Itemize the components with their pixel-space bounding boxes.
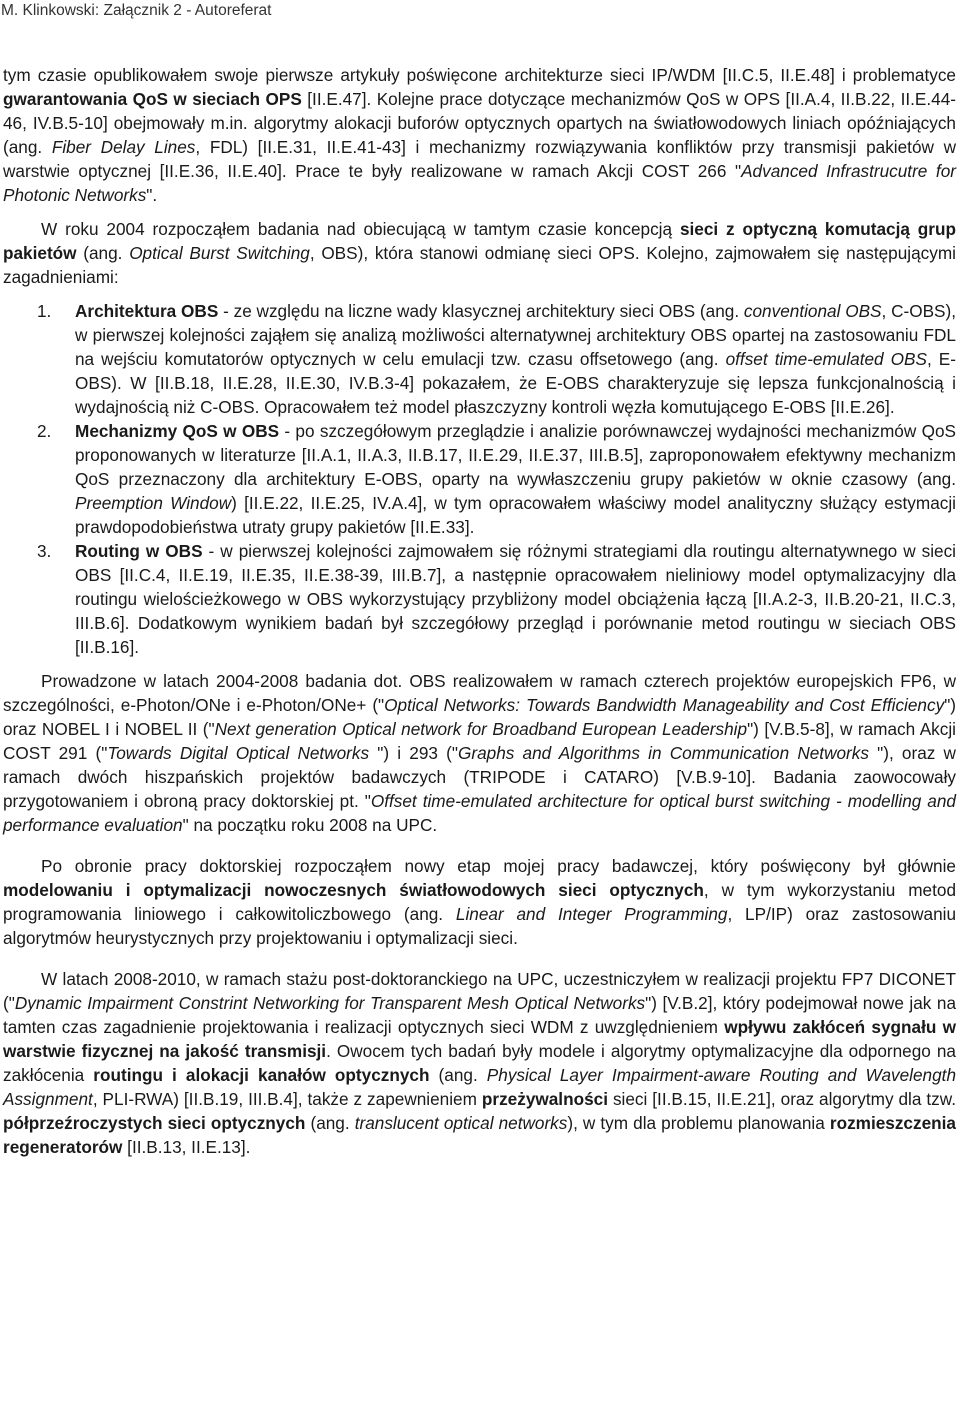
text-run: (ang. xyxy=(305,1113,355,1133)
spacer xyxy=(3,837,956,854)
document-body xyxy=(3,63,956,1159)
italic-run: Dynamic Impairment Constrint Networking for Transparent Mesh Optical Networks xyxy=(14,993,646,1013)
paragraph-post-phd xyxy=(3,854,956,950)
bold-run: gwarantowania QoS w sieciach OPS xyxy=(3,89,302,109)
text-run: , PLI-RWA) [II.B.19, III.B.4], także z zapewnieniem xyxy=(92,1089,482,1109)
spacer xyxy=(3,950,956,967)
text-run: Po obronie pracy doktorskiej rozpocząłem nowy etap mojej pracy badawczej, który poświęcony był głównie xyxy=(41,856,956,876)
text-run: , E-OBS). W [II.B.18, II.E.28, II.E.30, IV.B.3-4] pokazałem, że E-OBS charakteryzuje się lepsza funkcjonalnością i wydajnością niż C-OBS. Opracowałem też model płaszczyzny kontroli węzła komutującego E-OBS [II.E.26]. xyxy=(75,349,956,417)
text-run: [II.E.47]. Kolejne prace dotyczące mechanizmów QoS w OPS [II.A.4, II.B.22, II.E.44-46, IV.B.5-10] obejmowały m.in. algorytmy alokacji buforów optycznych opartych na światłowodowych liniach opóźniających (ang. xyxy=(3,89,956,157)
bold-run: Architektura OBS xyxy=(75,301,219,321)
text-run: ") [V.B.5-8], w ramach Akcji COST 291 (" xyxy=(3,719,956,763)
text-run: (ang. xyxy=(429,1065,487,1085)
list-number: 2. xyxy=(37,421,52,441)
bold-run: przeżywalności xyxy=(481,1089,608,1109)
text-run: (ang. xyxy=(76,243,130,263)
bold-run: wpływu zakłóceń sygnału w warstwie fizycznej na jakość transmisji xyxy=(3,1017,956,1061)
bold-run: półprzeźroczystych sieci optycznych xyxy=(3,1113,306,1133)
bold-run: Routing w OBS xyxy=(75,541,203,561)
paragraph-fp6-projects xyxy=(3,669,956,837)
text-run: ") oraz NOBEL I i NOBEL II (" xyxy=(3,695,957,739)
text-run: - po szczegółowym przeglądzie i analizie porównawczej wydajności mechanizmów QoS proponowanych w literaturze [II.A.1, II.A.3, II.B.17, II.E.29, II.E.37, III.B.5], zaproponowałem efektywny mechanizm QoS przeznaczony dla architektury E-OBS, oparty na wywłaszczeniu grupy pakietów w oknie czasowy (ang. xyxy=(75,421,956,489)
text-run: sieci [II.B.15, II.E.21], oraz algorytmy dla tzw. xyxy=(607,1089,956,1109)
text-run: , w tym wykorzystaniu metod programowania liniowego i całkowitoliczbowego (ang. xyxy=(3,880,956,924)
text-run: - w pierwszej kolejności zajmowałem się różnymi strategiami dla routingu alternatywnego w sieci OBS [II.C.4, II.E.19, II.E.35, II.E.38-39, III.B.7], a następnie opracowałem nieliniowy model optymalizacyjny dla routingu wielościeżkowego w OBS wykorzystujący przybliżony model obciążenia łączą [II.A.2-3, II.B.20-21, II.C.3, III.B.6]. Dodatkowym wynikiem badań był szczegółowy przegląd i porównanie metod routingu w sieciach OBS [II.B.16]. xyxy=(75,541,956,657)
italic-run: Fiber Delay Lines xyxy=(51,137,196,157)
spacer xyxy=(3,659,956,669)
text-run: "), oraz w ramach dwóch hiszpańskich projektów badawczych (TRIPODE i CATARO) [V.B.9-10]. Badania zaowocowały przygotowaniem i obroną pracy doktorskiej pt. " xyxy=(3,743,956,811)
text-run: tym czasie opublikowałem swoje pierwsze artykuły poświęcone architekturze sieci IP/WDM [II.C.5, II.E.48] i problematyce xyxy=(3,65,956,85)
bold-run: modelowaniu i optymalizacji nowoczesnych światłowodowych sieci optycznych xyxy=(3,880,704,900)
italic-run: Next generation Optical network for Broadband European Leadership xyxy=(214,719,748,739)
italic-run: Physical Layer Impairment-aware Routing and Wavelength Assignment xyxy=(3,1065,957,1109)
bold-run: routingu i alokacji kanałów optycznych xyxy=(93,1065,430,1085)
list-item-routing xyxy=(3,539,956,659)
text-run: ), w tym dla problemu planowania xyxy=(567,1113,830,1133)
italic-run: Optical Networks: Towards Bandwidth Manageability and Cost Efficiency xyxy=(384,695,945,715)
list-item-architecture xyxy=(3,299,956,419)
italic-run: Advanced Infrastrucutre for Photonic Networks xyxy=(3,161,956,205)
italic-run: Towards Digital Optical Networks xyxy=(107,743,370,763)
text-run: W latach 2008-2010, w ramach stażu post-doktoranckiego na UPC, uczestniczyłem w realizacji projektu FP7 DICONET (" xyxy=(3,969,956,1013)
text-run: , FDL) [II.E.31, II.E.41-43] i mechanizmy rozwiązywania konfliktów przy transmisji pakietów w warstwie optycznej [II.E.36, II.E.40]. Prace te były realizowane w ramach Akcji COST 266 " xyxy=(3,137,956,181)
italic-run: Optical Burst Switching xyxy=(129,243,310,263)
text-run: W roku 2004 rozpocząłem badania nad obiecującą w tamtym czasie koncepcją xyxy=(41,219,680,239)
italic-run: conventional OBS xyxy=(743,301,882,321)
text-run: Prowadzone w latach 2004-2008 badania dot. OBS realizowałem w ramach czterech projektów europejskich FP6, w szczególności, e-Photon/ONe i e-Photon/ONe+ (" xyxy=(3,671,956,715)
text-run: [II.B.13, II.E.13]. xyxy=(122,1137,251,1157)
text-run: ) [II.E.22, II.E.25, IV.A.4], w tym opracowałem właściwy model analityczny służący estymacji prawdopodobieństwa utraty grupy pakietów [II.E.33]. xyxy=(75,493,956,537)
bold-run: sieci z optyczną komutacją grup pakietów xyxy=(3,219,956,263)
paragraph-upc-diconet xyxy=(3,967,956,1159)
bold-run: Mechanizmy QoS w OBS xyxy=(75,421,280,441)
text-run: - ze względu na liczne wady klasycznej architektury sieci OBS (ang. xyxy=(218,301,744,321)
italic-run: Offset time-emulated architecture for optical burst switching - modelling and performance evaluation xyxy=(3,791,956,835)
text-run: ") [V.B.2], który podejmował nowe jak na tamten czas zagadnienie projektowania i realizacji optycznych sieci WDM z uwzględnieniem xyxy=(3,993,956,1037)
paragraph-intro-ops xyxy=(3,63,956,207)
topics-list xyxy=(3,299,956,659)
italic-run: Linear and Integer Programming xyxy=(455,904,728,924)
text-run: , LP/IP) oraz zastosowaniu algorytmów heurystycznych przy projektowaniu i optymalizacji sieci. xyxy=(3,904,957,948)
text-run: " na początku roku 2008 na UPC. xyxy=(182,815,438,835)
italic-run: Preemption Window xyxy=(75,493,232,513)
paragraph-obs-intro xyxy=(3,217,956,289)
list-item-qos xyxy=(3,419,956,539)
italic-run: offset time-emulated OBS xyxy=(725,349,927,369)
italic-run: translucent optical networks xyxy=(354,1113,568,1133)
text-run: . Owocem tych badań były modele i algorytmy optymalizacyjne dla odpornego na zakłócenia xyxy=(3,1041,956,1085)
bold-run: rozmieszczenia regeneratorów xyxy=(3,1113,956,1157)
spacer xyxy=(3,207,956,217)
text-run: , OBS), która stanowi odmianę sieci OPS. Kolejno, zajmowałem się następującymi zagadnieniami: xyxy=(3,243,956,287)
text-run: , C-OBS), w pierwszej kolejności zająłem się analizą możliwości alternatywnej architektury OBS opartej na zastosowaniu FDL na wejściu komutatorów optycznych w celu emulacji tzw. czasu offsetowego (ang. xyxy=(75,301,956,369)
list-number: 3. xyxy=(37,541,52,561)
italic-run: Graphs and Algorithms in Communication Networks xyxy=(458,743,869,763)
text-run: ") i 293 (" xyxy=(369,743,458,763)
list-number: 1. xyxy=(37,301,52,321)
text-run: ". xyxy=(146,185,158,205)
running-header: M. Klinkowski: Załącznik 2 - Autoreferat xyxy=(1,2,272,19)
